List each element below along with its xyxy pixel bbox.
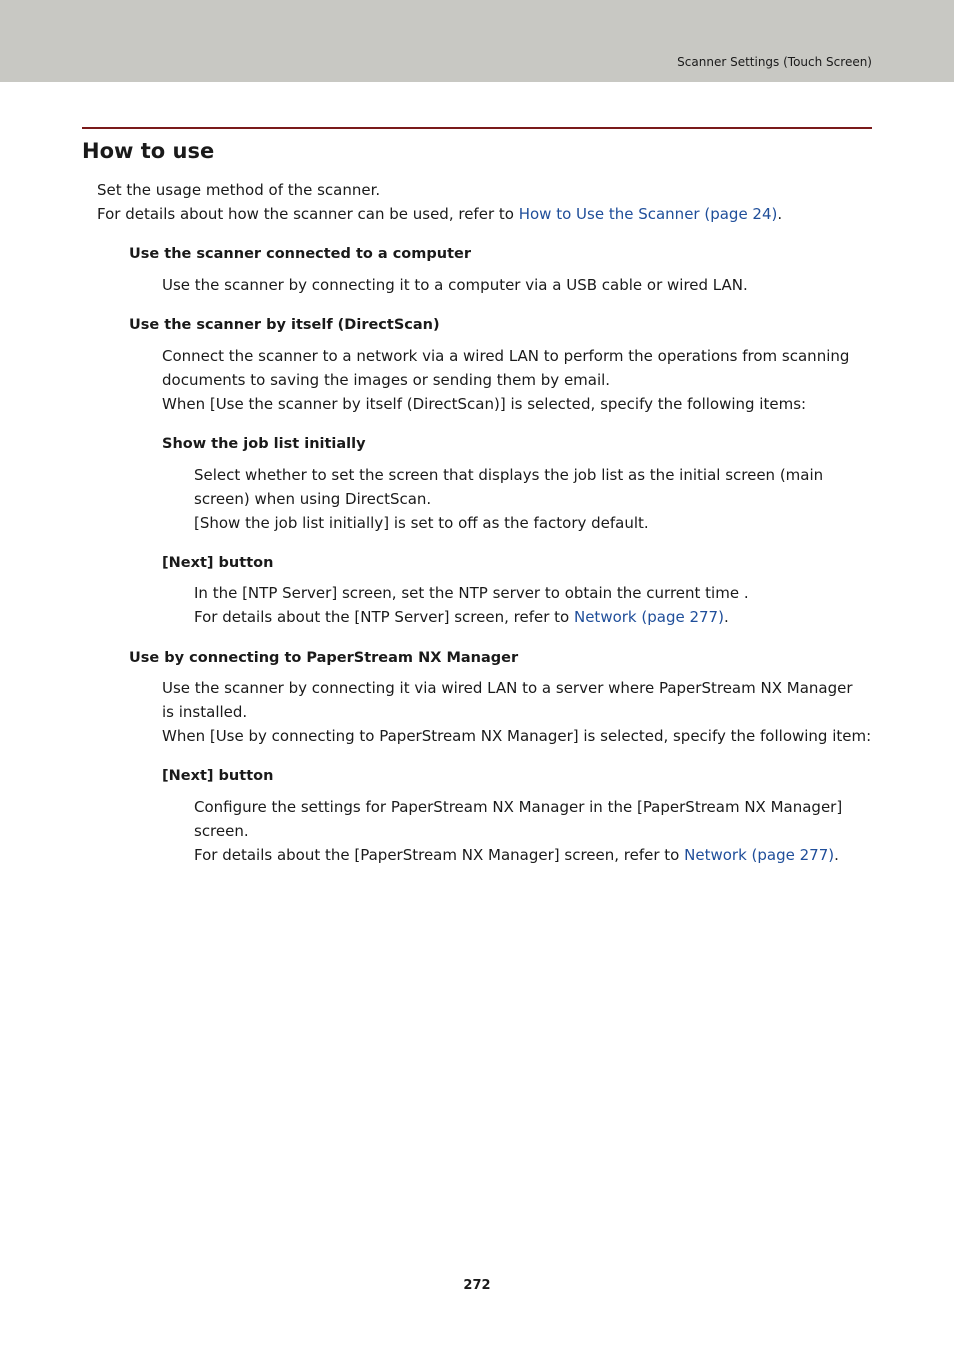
heading-show-job-list: Show the job list initially: [162, 436, 366, 452]
intro-text: Set the usage method of the scanner.: [97, 181, 381, 199]
directscan-instruction: When [Use the scanner by itself (DirectScan)] is selected, specify the following items:: [162, 395, 807, 413]
network-page-link-2[interactable]: Network (page 277): [684, 846, 835, 864]
paperstream-settings-text: Configure the settings for PaperStream NX Manager in the [PaperStream NX Manager] screen.: [194, 798, 843, 840]
paperstream-nx-instruction: When [Use by connecting to PaperStream NX Manager] is selected, specify the following item:: [162, 727, 872, 745]
ntp-server-reference: [194, 605, 872, 629]
intro-reference-suffix: .: [777, 205, 783, 223]
paperstream-reference-suffix: .: [834, 846, 839, 864]
section-title: How to use: [82, 139, 215, 163]
paperstream-nx-description: Use the scanner by connecting it via wired LAN to a server where PaperStream NX Manager is installed.: [162, 679, 853, 721]
page-number: 272: [463, 1278, 491, 1293]
directscan-description: Connect the scanner to a network via a wired LAN to perform the operations from scanning documents to saving the images or sending them by email.: [162, 347, 850, 389]
header-title: Scanner Settings (Touch Screen): [677, 55, 872, 69]
ntp-reference-suffix: .: [723, 608, 729, 626]
show-job-list-default: [Show the job list initially] is set to off as the factory default.: [194, 514, 649, 532]
intro-reference: [97, 202, 872, 226]
how-to-use-scanner-link[interactable]: How to Use the Scanner (page 24): [518, 205, 778, 223]
heading-connected-to-computer: Use the scanner connected to a computer: [129, 246, 471, 262]
paperstream-reference-prefix: For details about the [PaperStream NX Manager] screen, refer to: [194, 846, 685, 864]
ntp-reference-prefix: For details about the [NTP Server] screen, refer to: [194, 608, 574, 626]
ntp-server-text: In the [NTP Server] screen, set the NTP server to obtain the current time .: [194, 584, 749, 602]
connected-to-computer-text: Use the scanner by connecting it to a computer via a USB cable or wired LAN.: [162, 276, 748, 294]
network-page-link[interactable]: Network (page 277): [573, 608, 724, 626]
intro-reference-prefix: For details about how the scanner can be used, refer to: [97, 205, 519, 223]
heading-paperstream-nx: Use by connecting to PaperStream NX Manager: [129, 650, 519, 666]
paperstream-reference: [194, 843, 872, 867]
page-header-bar: [0, 0, 954, 82]
heading-next-button-paperstream: [Next] button: [162, 768, 274, 784]
heading-directscan: Use the scanner by itself (DirectScan): [129, 317, 440, 333]
show-job-list-description: Select whether to set the screen that displays the job list as the initial screen (main screen) when using DirectScan.: [194, 466, 824, 508]
section-divider: [82, 127, 872, 129]
heading-next-button-ntp: [Next] button: [162, 555, 274, 571]
